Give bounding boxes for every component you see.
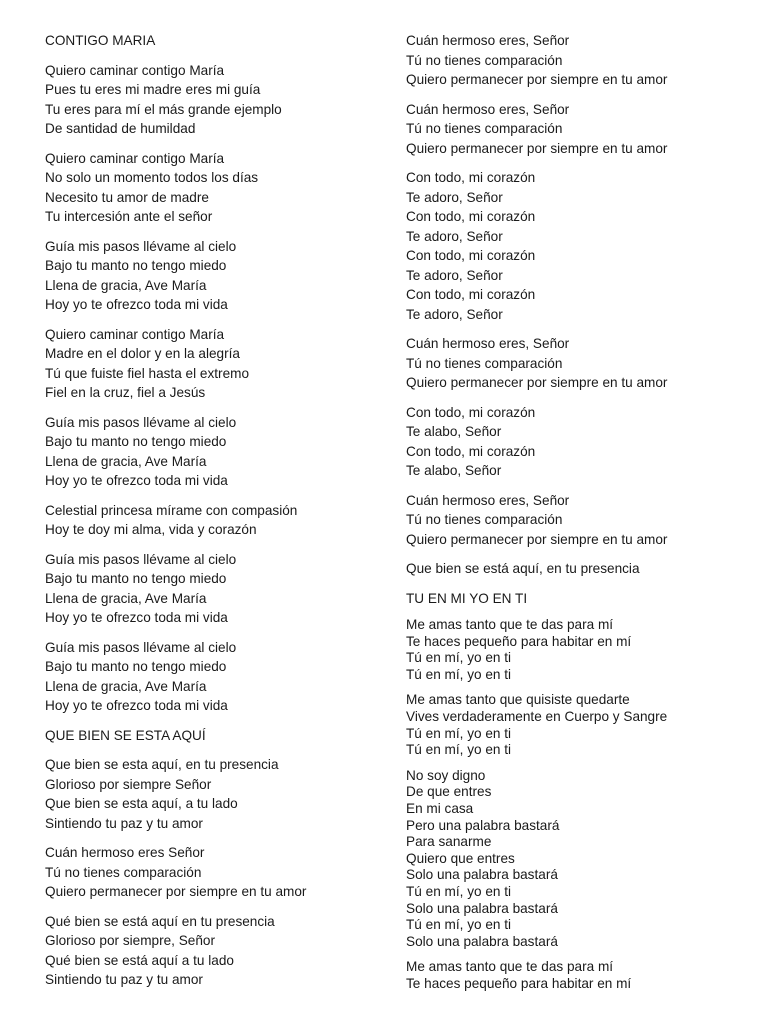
- lyric-line: No soy digno: [406, 767, 486, 783]
- lyric-line: Cuán hermoso eres Señor: [45, 845, 205, 860]
- lyric-line: Qué bien se está aquí a tu lado: [45, 952, 234, 968]
- lyric-line: Bajo tu manto no tengo miedo: [45, 258, 227, 273]
- lyric-line: Necesito tu amor de madre: [45, 189, 209, 205]
- lyric-line: Solo una palabra bastará: [406, 900, 558, 916]
- lyric-stanza: [406, 692, 756, 758]
- lyric-line: Tú en mí, yo en ti: [406, 883, 512, 899]
- lyric-line: Con todo, mi corazón: [406, 287, 536, 302]
- lyric-stanza: [45, 912, 375, 990]
- lyric-line: Tú no tienes comparación: [406, 52, 563, 68]
- lyric-line: Tu eres para mí el más grande ejemplo: [45, 101, 282, 117]
- lyric-line: Con todo, mi corazón: [406, 209, 536, 224]
- lyric-line: Te adoro, Señor: [406, 306, 503, 322]
- lyric-line: Cuán hermoso eres, Señor: [406, 336, 570, 351]
- lyric-line: Me amas tanto que te das para mí: [406, 959, 614, 975]
- lyric-line: Glorioso por siempre Señor: [45, 776, 212, 792]
- lyric-stanza: [45, 843, 375, 902]
- lyric-line: Tú en mí, yo en ti: [406, 666, 512, 682]
- lyric-line: Quiero permanecer por siempre en tu amor: [406, 375, 668, 390]
- lyric-stanza: [45, 501, 375, 540]
- lyric-line: Hoy yo te ofrezco toda mi vida: [45, 297, 228, 312]
- song-title: [406, 589, 756, 609]
- lyric-stanza: [406, 768, 756, 951]
- lyric-line: Quiero caminar contigo María: [45, 150, 225, 166]
- lyric-line: Quiero caminar contigo María: [45, 326, 225, 342]
- lyric-stanza: [406, 334, 756, 393]
- lyric-line: Te haces pequeño para habitar en mí: [406, 633, 632, 649]
- lyric-line: Pues tu eres mi madre eres mi guía: [45, 82, 261, 97]
- lyric-line: Me amas tanto que quisiste quedarte: [406, 692, 630, 708]
- lyric-stanza: [406, 403, 756, 481]
- lyric-line: Tú no tienes comparación: [45, 864, 202, 880]
- lyric-stanza: [406, 559, 756, 579]
- lyric-line: Tú no tienes comparación: [406, 512, 563, 527]
- lyric-line: Quiero permanecer por siempre en tu amor: [406, 531, 668, 547]
- lyric-line: Que bien se está aquí, en tu presencia: [406, 561, 640, 576]
- lyric-line: Quiero permanecer por siempre en tu amor: [406, 140, 668, 156]
- lyric-stanza: [406, 31, 756, 90]
- lyric-line: Llena de gracia, Ave María: [45, 277, 207, 293]
- lyric-line: Con todo, mi corazón: [406, 404, 536, 420]
- lyric-stanza: [406, 491, 756, 550]
- lyric-line: Sintiendo tu paz y tu amor: [45, 972, 203, 987]
- lyric-line: Quiero caminar contigo María: [45, 62, 225, 78]
- right-column: [406, 31, 756, 992]
- lyric-line: Te alabo, Señor: [406, 463, 502, 478]
- lyric-line: Bajo tu manto no tengo miedo: [45, 571, 227, 586]
- lyric-line: Con todo, mi corazón: [406, 443, 536, 459]
- lyric-stanza: [406, 617, 756, 683]
- lyric-line: Tu intercesión ante el señor: [45, 209, 213, 224]
- lyric-stanza: [45, 237, 375, 315]
- lyric-line: Con todo, mi corazón: [406, 248, 536, 263]
- lyric-line: Tú que fuiste fiel hasta el extremo: [45, 365, 250, 381]
- lyric-line: Guía mis pasos llévame al cielo: [45, 414, 237, 430]
- song-title-text: CONTIGO MARIA: [45, 33, 156, 48]
- lyric-line: Te adoro, Señor: [406, 189, 503, 205]
- lyric-stanza: [45, 61, 375, 139]
- lyric-line: En mi casa: [406, 800, 474, 816]
- lyric-stanza: [45, 413, 375, 491]
- lyric-line: Para sanarme: [406, 834, 492, 850]
- lyric-line: Cuán hermoso eres, Señor: [406, 492, 570, 508]
- lyric-stanza: [45, 550, 375, 628]
- lyric-line: Guía mis pasos llévame al cielo: [45, 639, 237, 655]
- lyric-line: Tú en mí, yo en ti: [406, 917, 512, 933]
- song-title-text: TU EN MI YO EN TI: [406, 590, 528, 606]
- song-title-text: QUE BIEN SE ESTA AQUÍ: [45, 727, 206, 743]
- lyric-stanza: [406, 959, 756, 992]
- lyric-stanza: [406, 100, 756, 159]
- lyric-line: Te adoro, Señor: [406, 228, 503, 244]
- lyric-line: Solo una palabra bastará: [406, 867, 558, 883]
- lyric-line: Hoy te doy mi alma, vida y corazón: [45, 522, 257, 537]
- song-title: [45, 726, 375, 746]
- lyric-line: Llena de gracia, Ave María: [45, 590, 207, 606]
- lyric-line: Hoy yo te ofrezco toda mi vida: [45, 473, 228, 488]
- lyric-line: Me amas tanto que te das para mí: [406, 617, 614, 632]
- lyric-line: Quiero permanecer por siempre en tu amor: [45, 884, 307, 899]
- lyric-line: Tú en mí, yo en ti: [406, 742, 512, 758]
- lyric-line: Glorioso por siempre, Señor: [45, 933, 215, 948]
- lyric-line: Te adoro, Señor: [406, 267, 503, 283]
- lyric-line: De que entres: [406, 784, 492, 800]
- lyric-line: Llena de gracia, Ave María: [45, 453, 207, 469]
- lyric-line: Fiel en la cruz, fiel a Jesús: [45, 385, 206, 400]
- lyric-line: Quiero permanecer por siempre en tu amor: [406, 72, 668, 87]
- lyric-stanza: [45, 149, 375, 227]
- lyric-line: Cuán hermoso eres, Señor: [406, 33, 570, 48]
- lyric-line: Quiero que entres: [406, 850, 515, 866]
- lyric-stanza: [45, 325, 375, 403]
- song-title: [45, 31, 375, 51]
- lyric-stanza: [45, 638, 375, 716]
- lyric-line: Tú no tienes comparación: [406, 355, 563, 371]
- left-column: [45, 31, 375, 990]
- lyric-line: Bajo tu manto no tengo miedo: [45, 659, 227, 674]
- lyric-line: Sintiendo tu paz y tu amor: [45, 815, 203, 831]
- lyric-stanza: [406, 168, 756, 324]
- lyric-line: Hoy yo te ofrezco toda mi vida: [45, 610, 228, 625]
- lyric-line: Llena de gracia, Ave María: [45, 678, 207, 694]
- lyric-stanza: [45, 755, 375, 833]
- lyric-line: Te haces pequeño para habitar en mí: [406, 975, 632, 991]
- lyric-line: De santidad de humildad: [45, 121, 196, 136]
- lyric-line: Que bien se esta aquí, en tu presencia: [45, 757, 279, 772]
- lyric-line: Qué bien se está aquí en tu presencia: [45, 913, 275, 929]
- lyric-line: Que bien se esta aquí, a tu lado: [45, 796, 238, 811]
- lyric-line: Tú en mí, yo en ti: [406, 725, 512, 741]
- lyric-line: Guía mis pasos llévame al cielo: [45, 238, 237, 254]
- lyric-line: Guía mis pasos llévame al cielo: [45, 551, 237, 567]
- lyric-line: No solo un momento todos los días: [45, 170, 259, 185]
- lyric-line: Vives verdaderamente en Cuerpo y Sangre: [406, 708, 668, 724]
- lyric-line: Con todo, mi corazón: [406, 170, 536, 185]
- lyric-line: Pero una palabra bastará: [406, 817, 560, 833]
- lyric-line: Tú en mí, yo en ti: [406, 650, 512, 666]
- lyric-line: Madre en el dolor y en la alegría: [45, 346, 240, 361]
- lyric-line: Bajo tu manto no tengo miedo: [45, 434, 227, 449]
- lyric-line: Celestial princesa mírame con compasión: [45, 502, 298, 518]
- lyric-line: Hoy yo te ofrezco toda mi vida: [45, 698, 228, 713]
- lyric-line: Cuán hermoso eres, Señor: [406, 101, 570, 117]
- lyric-line: Tú no tienes comparación: [406, 121, 563, 136]
- lyric-line: Te alabo, Señor: [406, 424, 502, 439]
- lyric-line: Solo una palabra bastará: [406, 933, 558, 949]
